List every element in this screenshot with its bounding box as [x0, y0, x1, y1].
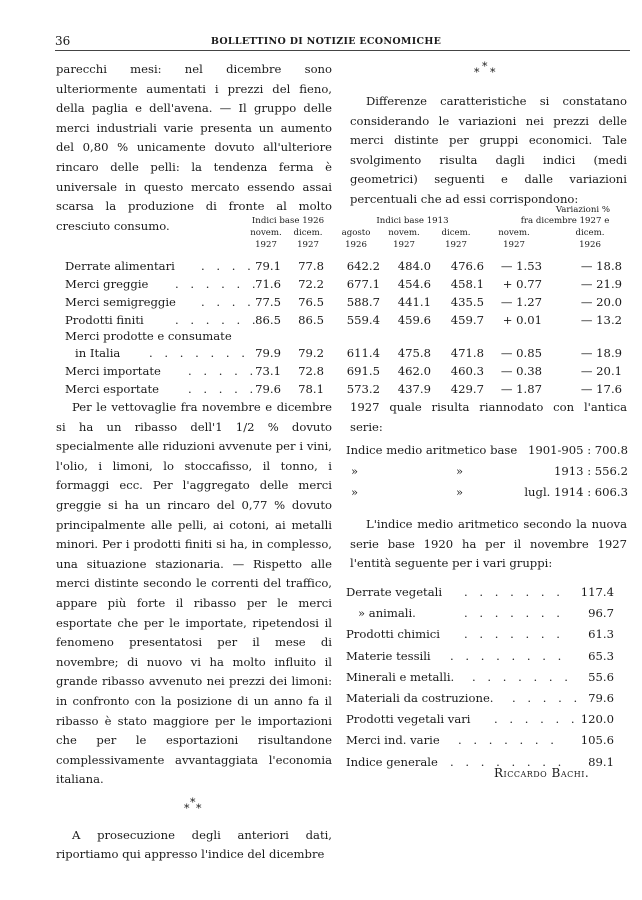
paragraph: 1927 quale risulta riannodato con l'antica serie:: [350, 400, 627, 434]
table-row: Prodotti finiti . . . . . . 86.5 86.5 559.4 459.6 459.7 + 0.01 — 13.2: [65, 313, 622, 327]
table-col-header: novem. 1927: [250, 228, 282, 250]
list-item: Prodotti chimici . . . . . . . 61.3: [346, 627, 614, 642]
right-column-bottom: [350, 398, 627, 437]
table-col-header: novem. 1927: [388, 228, 420, 250]
list-item: Merci ind. varie . . . . . . . 105.6: [346, 733, 614, 748]
left-column-top: [56, 60, 332, 236]
paragraph: Per le vettovaglie fra novembre e dicembre si ha un ribasso dell'1 1/2 % dovuto specialmente alle riduzioni avvenute per i vini, l'olio, i limoni, lo stoccafisso, il tonno, i formaggi ecc. Per l'aggregato delle merci greggie si ha un rincaro del 0,77 % dovuto principalmente alle pelli, ai cotoni, ai metalli minori. Per i prodotti finiti si ha, in complesso, una situazione stazionaria. — Rispetto alle merci distinte secondo le correnti del traffico, appare più forte il ribasso per le merci esportate che per le importate, ripetendosi il fenomeno presentatosi per il mese di novembre; di nuovo vi ha molto influito il grande ribasso avvenuto nei prezzi dei limoni: in confronto con la posizione di un anno fa il ribasso è stato maggiore per le importazioni che per le esportazioni risultandone complessivamente avvantaggiata l'economia italiana.: [56, 400, 332, 787]
table-col-header: dicem. 1927: [441, 228, 471, 250]
list-item: » animali. . . . . . . . 96.7: [358, 606, 614, 621]
list-item: Indice medio aritmetico base 1901-905 : 700.8: [346, 443, 628, 457]
table-group-header-variazioni: Variazioni %: [555, 205, 610, 215]
table-row: Derrate alimentari . . . . 79.1 77.8 642.2 484.0 476.6 — 1.53 — 18.8: [65, 259, 622, 273]
left-column-bottom: [56, 398, 332, 865]
list-item: Derrate vegetali . . . . . . . 117.4: [346, 585, 614, 599]
list-item: Minerali e metalli. . . . . . . . 55.6: [346, 669, 614, 684]
table-row-label-line: Merci prodotte e consumate: [65, 329, 232, 343]
table-group-header-1926: Indici base 1926: [251, 216, 325, 226]
table-row: Merci greggie . . . . . . 71.6 72.2 677.1 454.6 458.1 + 0.77 — 21.9: [65, 277, 622, 291]
list-item: » » lugl. 1914 : 606.3: [351, 485, 628, 499]
groups-list: [346, 583, 614, 774]
table-group-header-variazioni-sub: fra dicembre 1927 e: [520, 216, 610, 226]
header-rule: [55, 50, 630, 51]
table-col-header: agosto 1926: [341, 228, 371, 250]
section-separator: * * *: [474, 60, 496, 79]
table-row: in Italia . . . . . . . 79.9 79.2 611.4 475.8 471.8 — 0.85 — 18.9: [75, 346, 622, 360]
list-item: Materiali da costruzione. . . . . . 79.6: [346, 690, 614, 705]
list-item: Prodotti vegetali vari . . . . . . 120.0: [346, 712, 614, 727]
paragraph: A prosecuzione degli anteriori dati, riportiamo qui appresso l'indice del dicembre: [56, 827, 332, 862]
new-series-intro: [350, 515, 627, 574]
paragraph: L'indice medio aritmetico secondo la nuova serie base 1920 ha per il novembre 1927 l'entità seguente per i vari gruppi:: [350, 517, 627, 571]
table-row: Merci importate . . . . . 73.1 72.8 691.5 462.0 460.3 — 0.38 — 20.1: [65, 364, 622, 378]
paragraph: parecchi mesi: nel dicembre sono ulteriormente aumentati i prezzi del fieno, della paglia e dell'avena. — Il gruppo delle merci industriali varie presenta un aumento del 0,80 % unicamente dovuto all'ulteriore rincaro delle pelli: la tendenza ferma è universale in questo mercato essendo assai scarsa la produzione di fronte al molto cresciuto consumo.: [56, 62, 332, 233]
paragraph: Differenze caratteristiche si constatano considerando le variazioni nei prezzi delle merci distinte per gruppi economici. Tale svolgimento risulta dagli indici (medi geometrici) seguenti e dalle variazioni percentuali che ad essi corrispondono:: [350, 94, 627, 206]
table-col-header: dicem. 1926: [575, 228, 605, 250]
section-separator: * * *: [184, 795, 202, 815]
table-group-header-1913: Indici base 1913: [376, 216, 449, 226]
author-signature: Riccardo Bachi.: [494, 766, 590, 780]
old-series-list: [346, 441, 628, 504]
price-index-table: [65, 257, 630, 398]
right-column-top: [350, 62, 627, 210]
page-number: 36: [55, 34, 71, 48]
running-title: BOLLETTINO DI NOTIZIE ECONOMICHE: [210, 36, 442, 47]
table-row: Merci semigreggie . . . . 77.5 76.5 588.7 441.1 435.5 — 1.27 — 20.0: [65, 295, 622, 309]
table-col-header: novem. 1927: [498, 228, 530, 250]
list-item: Indice generale . . . . . . . . 89.1: [346, 754, 614, 769]
table-col-header: dicem. 1927: [293, 228, 323, 250]
list-item: » » 1913 : 556.2: [351, 464, 628, 478]
list-item: Materie tessili . . . . . . . . 65.3: [346, 648, 614, 663]
table-row: Merci esportate . . . . . 79.6 78.1 573.2 437.9 429.7 — 1.87 — 17.6: [65, 382, 622, 396]
